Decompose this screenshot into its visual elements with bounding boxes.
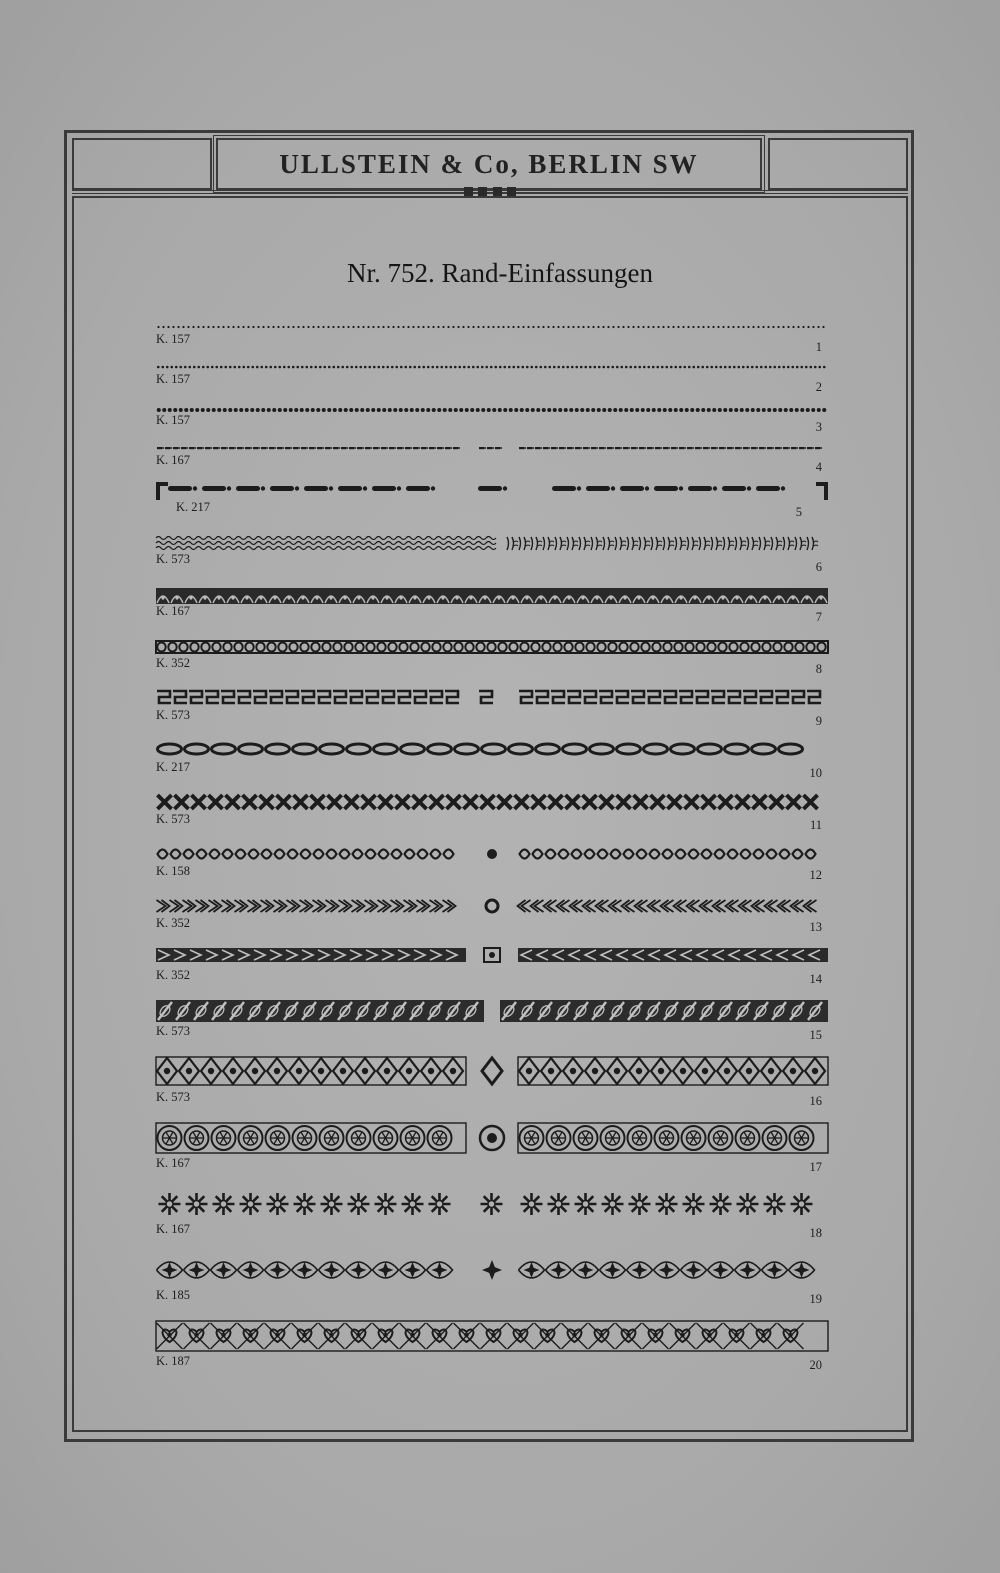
border-code: K. 167 [156, 604, 191, 618]
border-specimen-11 [152, 792, 832, 812]
border-number: 17 [809, 1160, 822, 1174]
border-code: K. 352 [156, 968, 191, 982]
border-code: K. 573 [156, 552, 191, 566]
border-number: 18 [809, 1226, 822, 1240]
company-name: ULLSTEIN & Co, BERLIN SW [279, 148, 699, 179]
border-code: K. 157 [156, 413, 191, 427]
border-specimen-12 [152, 843, 832, 865]
border-number: 8 [815, 662, 822, 676]
border-number: 6 [815, 560, 822, 574]
border-number: 11 [809, 818, 822, 832]
border-code: K. 217 [156, 760, 191, 774]
border-number: 2 [815, 380, 822, 394]
border-specimen-14 [152, 946, 832, 964]
border-code: K. 167 [156, 1156, 191, 1170]
border-specimen-5 [152, 480, 832, 510]
border-code: K. 217 [176, 500, 211, 514]
border-number: 3 [815, 420, 822, 434]
border-number: 4 [815, 460, 822, 474]
border-code: K. 573 [156, 708, 191, 722]
border-code: K. 167 [156, 453, 191, 467]
border-code: K. 573 [156, 1090, 191, 1104]
border-specimen-6 [152, 534, 832, 554]
border-specimen-17 [152, 1120, 832, 1156]
border-number: 10 [809, 766, 822, 780]
border-code: K. 158 [156, 864, 191, 878]
border-number: 7 [815, 610, 822, 624]
border-number: 14 [809, 972, 822, 986]
border-code: K. 573 [156, 1024, 191, 1038]
border-specimen-13 [152, 895, 832, 917]
border-number: 9 [815, 714, 822, 728]
border-code: K. 352 [156, 656, 191, 670]
border-code: K. 157 [156, 372, 191, 386]
border-specimen-2 [152, 360, 832, 370]
border-number: 20 [809, 1358, 822, 1372]
border-number: 16 [809, 1094, 822, 1108]
border-code: K. 167 [156, 1222, 191, 1236]
border-specimen-15 [152, 998, 832, 1024]
border-code: K. 352 [156, 916, 191, 930]
border-number: 12 [809, 868, 822, 882]
border-code: K. 573 [156, 812, 191, 826]
border-specimen-9 [152, 686, 832, 708]
border-specimen-18 [152, 1186, 832, 1222]
border-code: K. 185 [156, 1288, 191, 1302]
border-number: 1 [815, 340, 822, 354]
border-specimen-4 [152, 440, 832, 452]
page-title: Nr. 752. Rand-Einfassungen [347, 258, 653, 288]
border-number: 15 [809, 1028, 822, 1042]
border-specimen-19 [152, 1252, 832, 1288]
border-number: 19 [809, 1292, 822, 1306]
border-specimen-8 [152, 638, 832, 656]
border-specimen-16 [152, 1054, 832, 1088]
border-number: 5 [795, 505, 802, 519]
border-specimen-7 [152, 586, 832, 606]
border-specimen-20 [152, 1318, 832, 1354]
border-specimen-3 [152, 400, 832, 414]
border-code: K. 157 [156, 332, 191, 346]
border-specimen-10 [152, 740, 832, 758]
border-number: 13 [809, 920, 822, 934]
border-code: K. 187 [156, 1354, 191, 1368]
border-specimen-1 [152, 318, 832, 330]
